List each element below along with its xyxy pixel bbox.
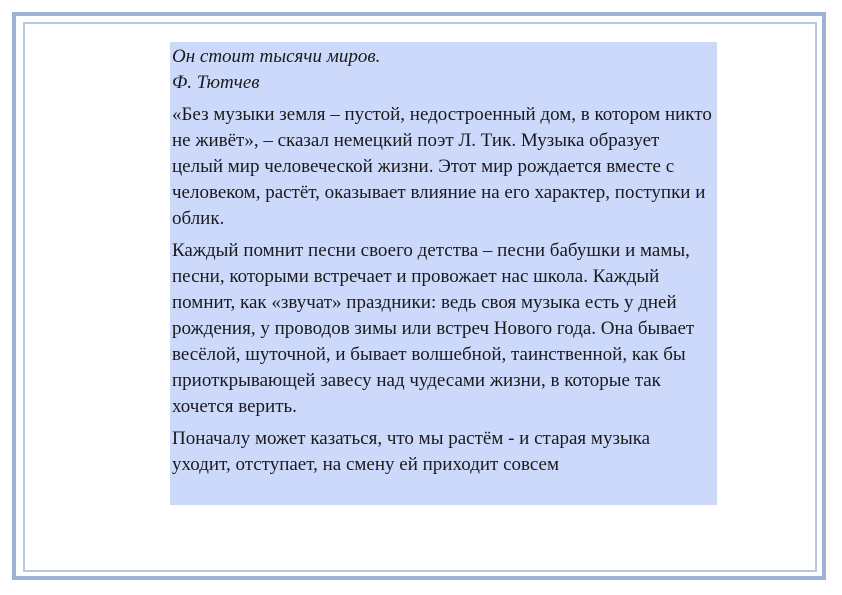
paragraph-1: «Без музыки земля – пустой, недостроенный дом, в котором никто не живёт», – сказал немецкий поэт Л. Тик. Музыка образует целый мир человеческой жизни. Этот мир рождается вместе с человеком, растёт, оказывает влияние на его характер, поступки и облик. (172, 104, 712, 229)
paragraph-2: Каждый помнит песни своего детства – песни бабушки и мамы, песни, которыми встречает и провожает нас школа. Каждый помнит, как «звучат» праздники: ведь своя музыка есть у дней рождения, у проводов зимы или встреч Нового года. Она бывает весёлой, шуточной, и бывает волшебной, таинственной, как бы приоткрывающей завесу над чудесами жизни, в которые так хочется верить. (172, 240, 695, 417)
text-block (170, 42, 717, 505)
paragraph-3: Поначалу может казаться, что мы растём - и старая музыка уходит, отступает, на смену ей приходит совсем (172, 428, 651, 475)
epigraph-author: Ф. Тютчев (172, 72, 260, 93)
epigraph: Он стоит тысячи миров. (172, 46, 381, 67)
